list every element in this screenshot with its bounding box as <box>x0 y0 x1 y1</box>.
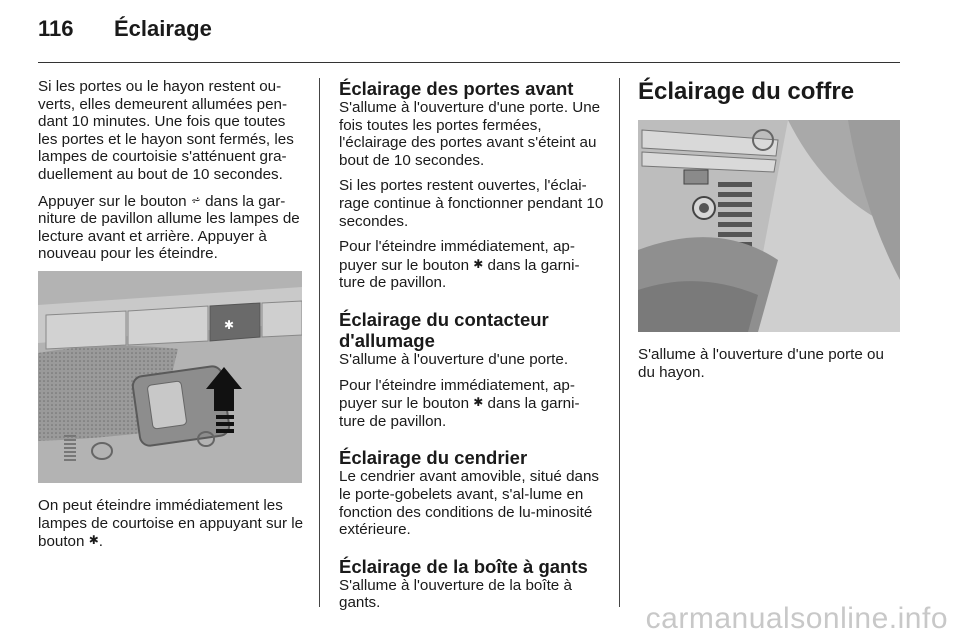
courtesy-lamp-icon: ✱ <box>88 533 99 548</box>
reading-lamp-icon: ⩫ <box>190 192 201 207</box>
svg-text:✱: ✱ <box>224 317 235 332</box>
watermark: carmanualsonline.info <box>645 602 948 635</box>
paragraph-boot-lighting: S'allume à l'ouverture d'une porte ou du hayon. <box>638 346 884 381</box>
column-1 <box>38 78 304 559</box>
heading-front-door-lighting: Éclairage des portes avant <box>339 78 574 99</box>
paragraph-front-door-1: S'allume à l'ouverture d'une porte. Une fois toutes les portes fermées, l'éclairage des portes avant s'éteint au bout de 10 secondes. <box>339 99 601 169</box>
paragraph-reading-lamps: Appuyer sur le bouton ⩫ dans la gar-niture de pavillon allume les lampes de lecture avant et arrière. Appuyer à nouveau pour les éteindre. <box>38 192 300 263</box>
paragraph-front-door-3: Pour l'éteindre immédiatement, ap-puyer sur le bouton ✱ dans la garni-ture de pavillon. <box>339 238 580 292</box>
boot-lamp-illustration <box>638 120 900 332</box>
header-divider <box>38 62 900 63</box>
page-number: 116 <box>38 16 74 41</box>
courtesy-lamp-icon: ✱ <box>473 256 484 271</box>
paragraph-ashtray: Le cendrier avant amovible, situé dans le porte-gobelets avant, s'al-lume en fonction des conditions de lu-minosité extérieure. <box>339 468 600 539</box>
paragraph-front-door-2: Si les portes restent ouvertes, l'éclai-rage continue à fonctionner pendant 10 secondes. <box>339 177 604 230</box>
roof-console-illustration <box>38 271 302 483</box>
heading-ashtray-lighting: Éclairage du cendrier <box>339 447 528 469</box>
heading-boot-lighting: Éclairage du coffre <box>638 78 855 105</box>
column-divider-1 <box>319 78 320 607</box>
heading-glovebox-lighting: Éclairage de la boîte à gants <box>339 555 588 577</box>
paragraph-courtesy-lamps-off: On peut éteindre immédiatement les lampes de courtoise en appuyant sur le bouton ✱. <box>38 496 304 551</box>
paragraph-doors-open: Si les portes ou le hayon restent ou-verts, elles demeurent allumées pen-dant 10 minutes. Une fois que toutes les portes et le hayon sont fermés, les lampes de courtoisie s'atténuent gra-duellement au bout de 10 secondes. <box>38 78 294 183</box>
courtesy-lamp-icon: ✱ <box>473 395 484 410</box>
paragraph-ignition-1: S'allume à l'ouverture d'une porte. <box>339 350 569 368</box>
heading-ignition-lighting: Éclairage du contacteur d'allumage <box>339 308 549 351</box>
column-divider-2 <box>619 78 620 607</box>
paragraph-ignition-2: Pour l'éteindre immédiatement, ap-puyer sur le bouton ✱ dans la garni-ture de pavillon. <box>339 376 580 430</box>
page-title: Éclairage <box>114 16 212 41</box>
column-3 <box>638 78 902 389</box>
paragraph-glovebox: S'allume à l'ouverture de la boîte à gants. <box>339 576 572 612</box>
column-2 <box>339 78 605 620</box>
page-header <box>38 16 938 48</box>
